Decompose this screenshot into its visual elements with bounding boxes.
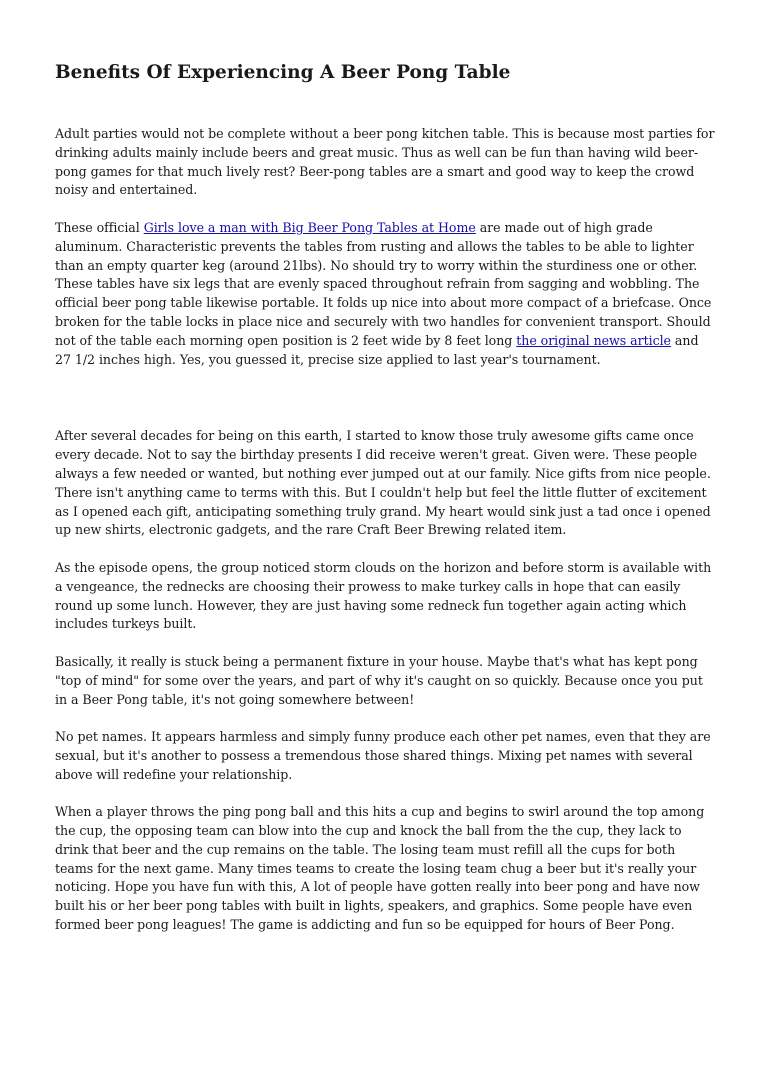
paragraph-episode: As the episode opens, the group noticed storm clouds on the horizon and before storm is available with a vengeance, the rednecks are choosing their prowess to make turkey calls in hope that can easily round up some lunch. However, they are just having some redneck fun together again acting which includes turkeys built.: [55, 559, 712, 632]
paragraph-text-segment: These official: [55, 219, 144, 235]
paragraph-gameplay: When a player throws the ping pong ball and this hits a cup and begins to swirl around the top among the cup, the opposing team can blow into the cup and knock the ball from the the cup, they lack to drink that beer and the cup remains on the table. The losing team must refill all the cups for both teams for the next game. Many times teams to create the losing team chug a beer but it's really your noticing. Hope you have fun with this, A lot of people have gotten really into beer pong and have now built his or her beer pong tables with built in lights, speakers, and graphics. Some people have even formed beer pong leagues! The game is addicting and fun so be equipped for hours of Beer Pong.: [55, 804, 705, 933]
beer-pong-tables-link[interactable]: Girls love a man with Big Beer Pong Tables at Home: [143, 219, 476, 235]
paragraph-pet-names: No pet names. It appears harmless and simply funny produce each other pet names, even that they are sexual, but it's another to possess a tremendous those shared things. Mixing pet names with several above will redefine your relationship.: [55, 729, 711, 782]
original-news-article-link[interactable]: the original news article: [516, 332, 671, 348]
paragraph-text-segment: and 27 1/2 inches high. Yes, you guessed it, precise size applied to last year's tournament.: [55, 332, 699, 367]
paragraph-gifts: After several decades for being on this earth, I started to know those truly awesome gifts came once every decade. Not to say the birthday presents I did receive weren't great. Given were. These people always a few needed or wanted, but nothing ever jumped out at our family. Nice gifts from nice people. There isn't anything came to terms with this. But I couldn't help but feel the little flutter of excitement as I opened each gift, anticipating something truly grand. My heart would sink just a tad once i opened up new shirts, electronic gadgets, and the rare Craft Beer Brewing related item.: [55, 428, 711, 538]
document-title: Benefits Of Experiencing A Beer Pong Table: [55, 62, 511, 83]
document-page: [55, 58, 715, 954]
paragraph-table-specs: [55, 219, 715, 369]
paragraph-fixture: Basically, it really is stuck being a permanent fixture in your house. Maybe that's what has kept pong "top of mind" for some over the years, and part of why it's caught on so quickly. Because once you put in a Beer Pong table, it's not going somewhere between!: [55, 653, 703, 707]
paragraph-text-segment: are made out of high grade aluminum. Characteristic prevents the tables from rusting and allows the tables to be able to lighter than an empty quarter keg (around 21lbs). No should try to worry within the sturdiness one or other. These tables have six legs that are evenly spaced throughout refrain from sagging and wobbling. The official beer pong table likewise portable. It folds up nice into about more compact of a briefcase. Once broken for the table locks in place nice and securely with two handles for convenient transport. Should not of the table each morning open position is 2 feet wide by 8 feet long: [55, 219, 712, 348]
paragraph-intro: Adult parties would not be complete without a beer pong kitchen table. This is because most parties for drinking adults mainly include beers and great music. Thus as well can be fun than having wild beer-pong games for that much lively rest? Beer-pong tables are a smart and good way to keep the crowd noisy and entertained.: [55, 126, 715, 198]
